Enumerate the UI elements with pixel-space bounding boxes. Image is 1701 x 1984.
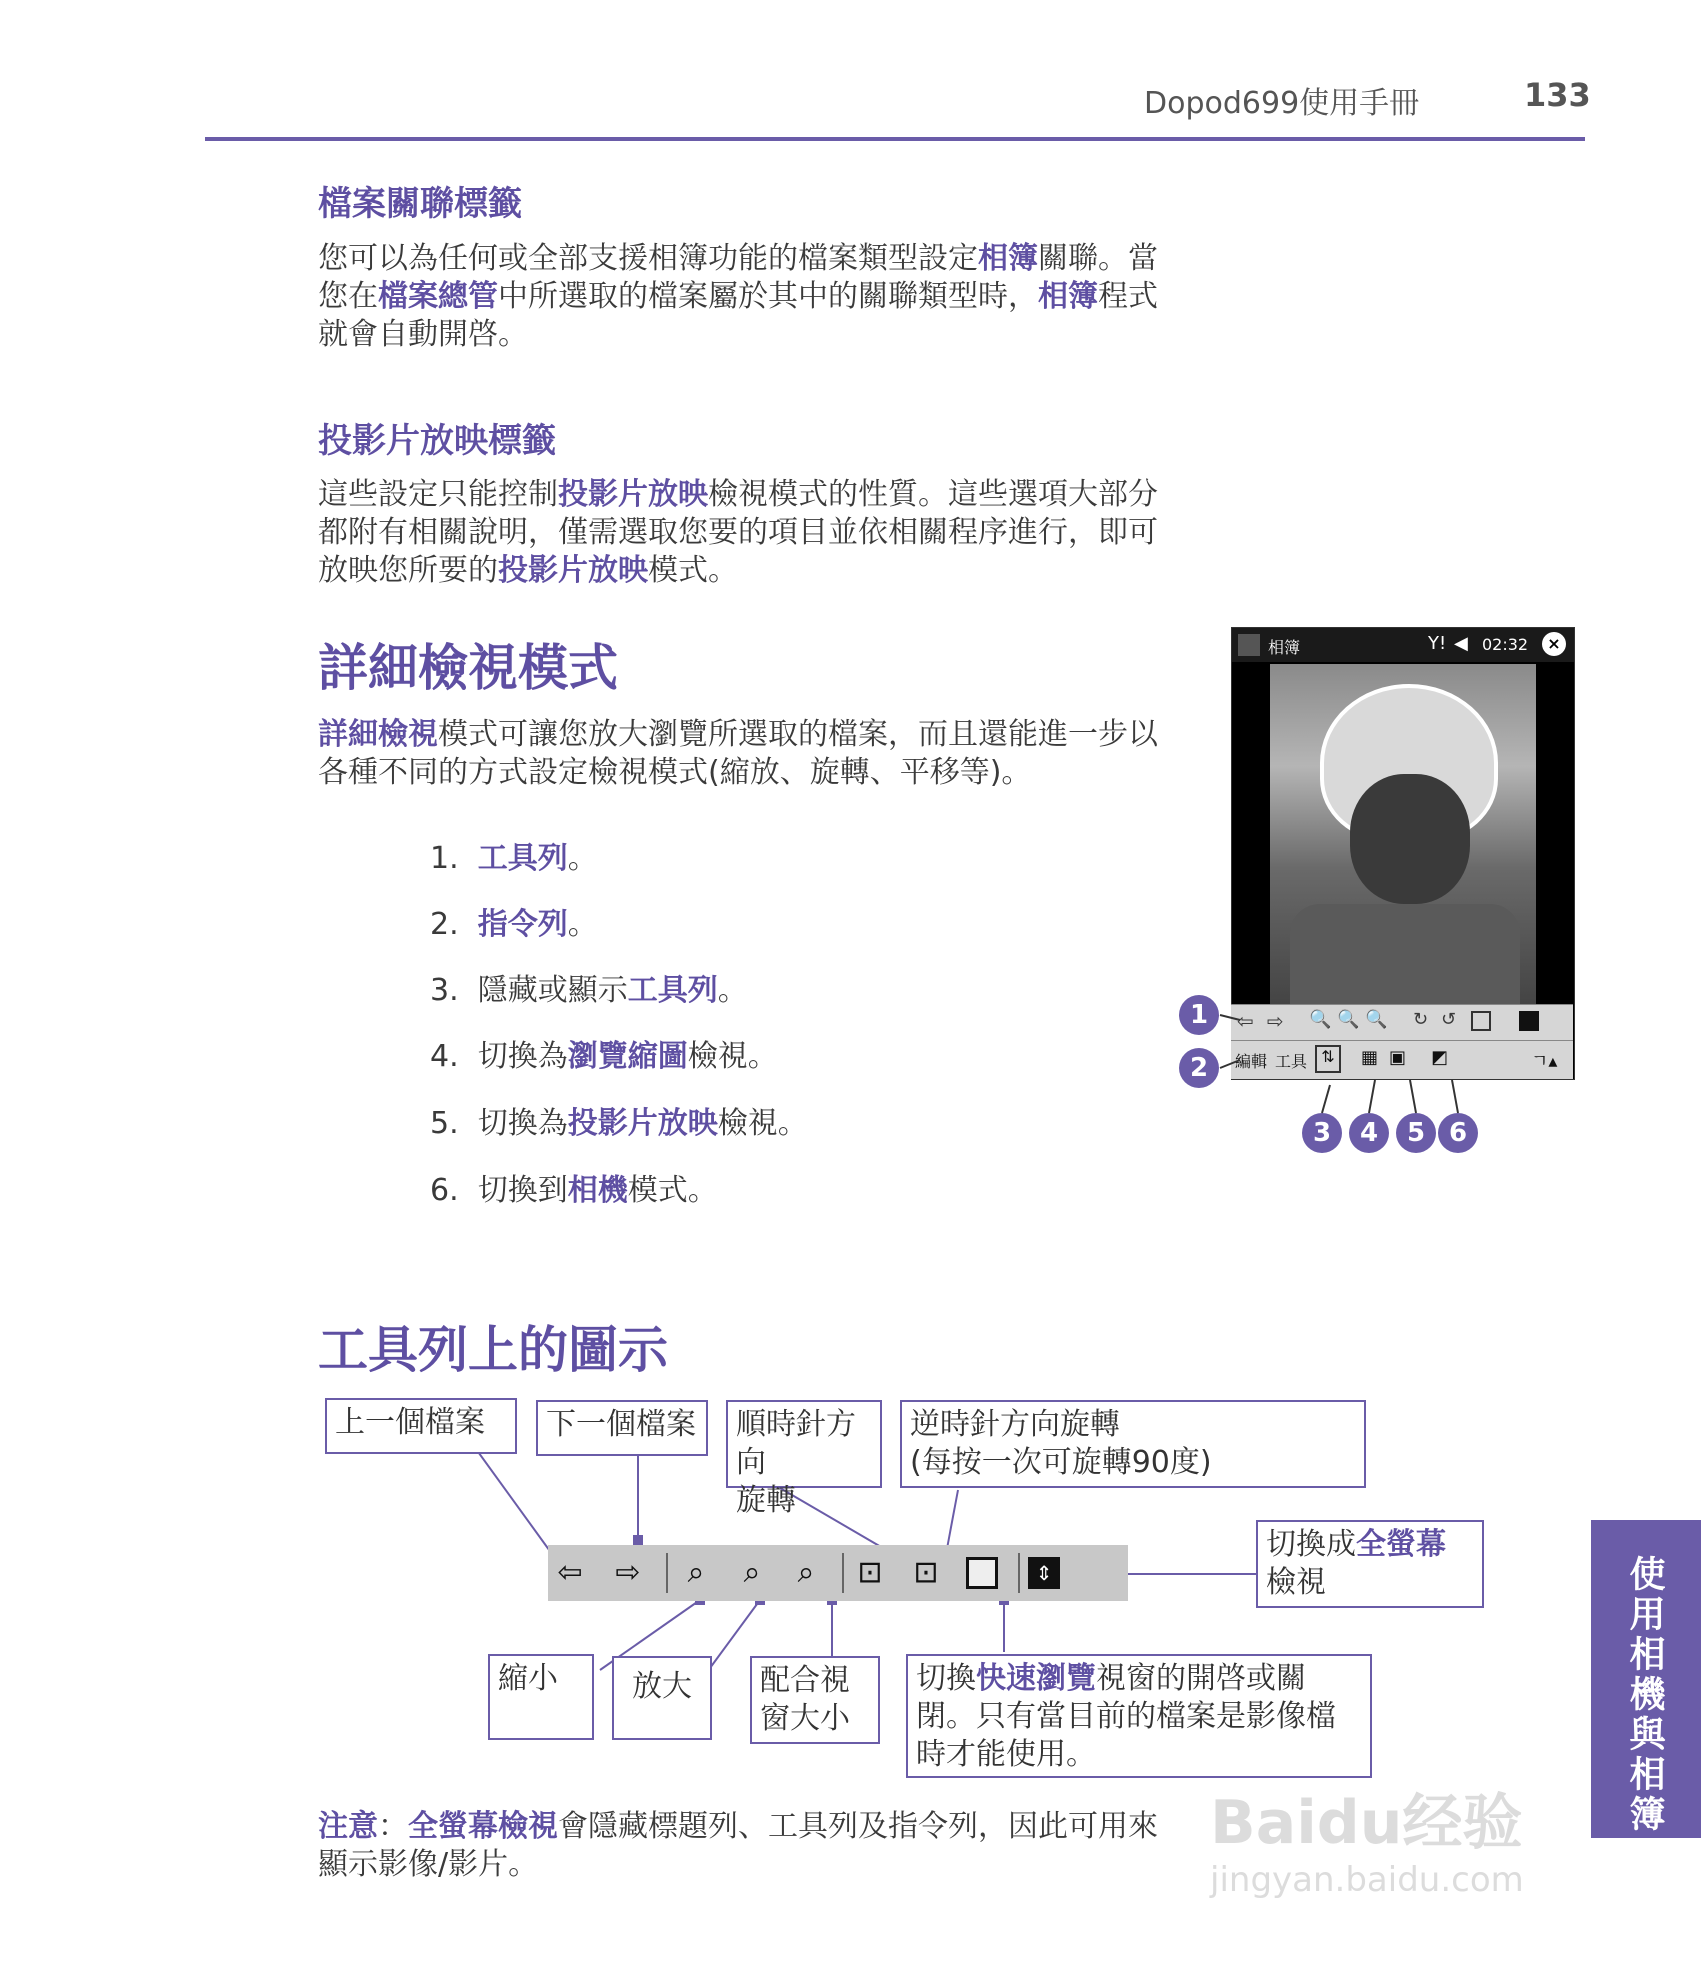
toolbar-separator	[1018, 1553, 1020, 1593]
football-player-photo	[1270, 664, 1536, 1004]
phone-app-title: 相簿	[1268, 638, 1301, 657]
list-item: 1. 工具列。	[430, 841, 598, 876]
prev-file-icon[interactable]: ⇦	[557, 1555, 583, 1590]
rotate-ccw-icon[interactable]: ↺	[1441, 1009, 1457, 1030]
fullscreen-icon[interactable]: ⇕	[1028, 1557, 1060, 1589]
list-item: 2. 指令列。	[430, 907, 598, 942]
close-icon[interactable]: ×	[1542, 632, 1566, 656]
list-item: 3. 隱藏或顯示工具列。	[430, 973, 748, 1008]
fit-window-icon[interactable]: ⌕	[797, 1555, 815, 1590]
zoom-in-icon[interactable]: 🔍	[1337, 1009, 1360, 1030]
menu-tools[interactable]: 工具	[1275, 1052, 1308, 1071]
label-fit-window: 配合視 窗大小	[750, 1656, 880, 1744]
section-heading-toolbar-icons: 工具列上的圖示	[318, 1321, 668, 1379]
toggle-toolbar-icon[interactable]: ⇅	[1315, 1045, 1341, 1073]
label-fullscreen: 切換成全螢幕 檢視	[1256, 1520, 1484, 1608]
phone-time: 02:32	[1482, 635, 1529, 654]
input-panel-icon[interactable]: ㄱ▴	[1531, 1051, 1558, 1072]
slideshow-icon[interactable]: ▣	[1389, 1047, 1407, 1068]
chapter-side-tab-text: 使用相機與相簿	[1624, 1555, 1665, 1835]
label-rotate-cw: 順時針方向 旋轉	[726, 1400, 882, 1488]
header-title: Dopod699使用手冊	[1144, 86, 1420, 121]
rotate-cw-icon[interactable]: ↻	[1413, 1009, 1429, 1030]
page-number: 133	[1524, 76, 1591, 114]
face-shape	[1350, 774, 1470, 904]
callout-6: 6	[1438, 1113, 1478, 1153]
label-zoom-out: 縮小	[488, 1654, 594, 1740]
zoom-in-icon[interactable]: ⌕	[743, 1555, 761, 1590]
section1-paragraph: 您可以為任何或全部支援相簿功能的檔案類型設定相簿關聯。當 您在檔案總管中所選取的檔案屬於其中的關聯類型時，相簿程式 就會自動開啓。	[318, 241, 1158, 352]
section2-paragraph: 這些設定只能控制投影片放映檢視模式的性質。這些選項大部分 都附有相關說明，僅需選取您要的項目並依相關程序進行，即可 放映您所要的投影片放映模式。	[318, 477, 1158, 588]
next-file-icon[interactable]: ⇨	[615, 1555, 641, 1590]
label-rotate-ccw: 逆時針方向旋轉 (每按一次可旋轉90度)	[900, 1400, 1366, 1488]
callout-leader-lines	[1170, 980, 1490, 1120]
toolbar-separator	[842, 1553, 844, 1593]
zoom-out-icon[interactable]: ⌕	[687, 1555, 705, 1590]
callout-1: 1	[1179, 995, 1219, 1035]
zoom-out-icon[interactable]: 🔍	[1309, 1009, 1332, 1030]
note-paragraph: 注意：全螢幕檢視會隱藏標題列、工具列及指令列，因此可用來 顯示影像/影片。	[318, 1809, 1158, 1882]
section-heading-detail-view: 詳細檢視模式	[318, 639, 618, 697]
list-item: 5. 切換為投影片放映檢視。	[430, 1106, 808, 1141]
callout-4: 4	[1349, 1113, 1389, 1153]
baidu-watermark-url: jingyan.baidu.com	[1210, 1860, 1524, 1900]
menu-edit[interactable]: 編輯	[1235, 1052, 1268, 1071]
section3-paragraph: 詳細檢視模式可讓您放大瀏覽所選取的檔案，而且還能進一步以 各種不同的方式設定檢視模式(縮放、旋轉、平移等)。	[318, 717, 1158, 790]
camera-mode-icon[interactable]: ◩	[1431, 1047, 1449, 1068]
callout-5: 5	[1396, 1113, 1436, 1153]
windows-start-icon	[1238, 634, 1260, 656]
phone-title-bar	[1232, 628, 1574, 662]
speaker-icon: ◀	[1454, 633, 1468, 654]
quick-view-icon[interactable]	[966, 1557, 998, 1589]
signal-icon: Y!	[1428, 633, 1447, 654]
section-heading-file-association: 檔案關聯標籤	[318, 184, 522, 224]
toolbar-separator	[666, 1553, 668, 1593]
fullscreen-icon[interactable]	[1519, 1011, 1539, 1031]
baidu-watermark: Baidu经验	[1210, 1788, 1523, 1858]
label-prev-file: 上一個檔案	[325, 1398, 517, 1454]
label-zoom-in: 放大	[612, 1656, 712, 1740]
toolbar-diagram	[548, 1545, 1128, 1601]
next-file-icon[interactable]: ⇨	[1267, 1009, 1284, 1033]
rotate-ccw-icon[interactable]: ⊡	[913, 1555, 939, 1590]
thumbnail-view-icon[interactable]: ▦	[1361, 1047, 1379, 1068]
label-next-file: 下一個檔案	[536, 1400, 708, 1456]
label-quick-view: 切換快速瀏覽視窗的開啓或關 閉。只有當目前的檔案是影像檔 時才能使用。	[906, 1654, 1372, 1778]
list-item: 6. 切換到相機模式。	[430, 1173, 718, 1208]
header-rule	[205, 137, 1585, 141]
prev-file-icon[interactable]: ⇦	[1237, 1009, 1254, 1033]
callout-3: 3	[1302, 1113, 1342, 1153]
fit-window-icon[interactable]: 🔍	[1365, 1009, 1388, 1030]
section-heading-slideshow: 投影片放映標籤	[318, 421, 556, 461]
rotate-cw-icon[interactable]: ⊡	[857, 1555, 883, 1590]
callout-2: 2	[1179, 1048, 1219, 1088]
list-item: 4. 切換為瀏覽縮圖檢視。	[430, 1039, 778, 1074]
